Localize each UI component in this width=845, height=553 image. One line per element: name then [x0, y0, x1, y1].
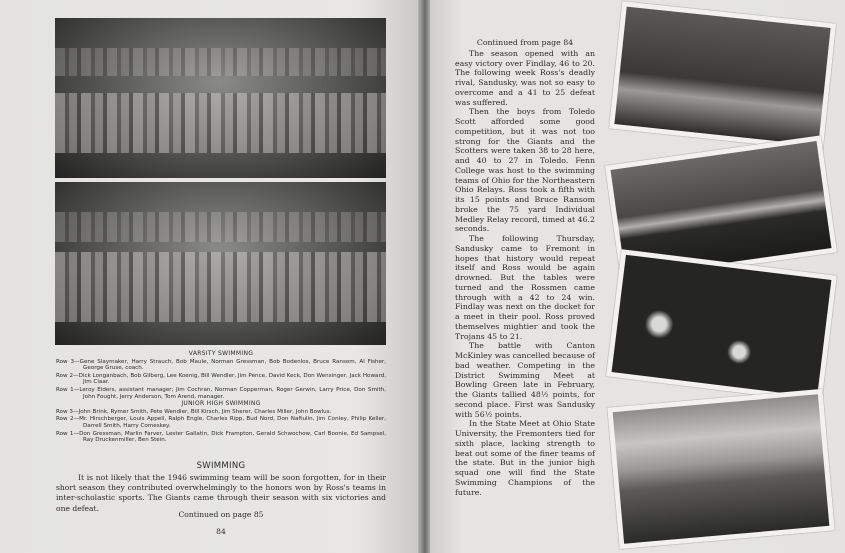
diving-photo: [609, 1, 836, 151]
photo-captions: [56, 350, 386, 445]
varsity-team-photo: [55, 18, 386, 178]
paragraph: The battle with Canton McKinley was cancelled because of bad weather. Competing in the District Swimming Meet at Bowling Green late in February, the Giants tallied 48½ points, for second place. First was Sandusky with 56½ points.: [455, 341, 595, 419]
caption-row: Row 3—Gene Slaymaker, Harry Strauch, Bob Maule, Norman Gressman, Bob Bodenlos, Bruce Ransom, Al Fisher, George Gruse, coach.: [56, 358, 386, 372]
left-page: [0, 0, 420, 553]
paragraph: Then the boys from Toledo Scott afforded some good competition, but it was not too strong for the Giants and the Scotters were taken 38 to 28 here, and 40 to 27 in Toledo. Fenn College was host to the swimming teams of Ohio for the Northeastern Ohio Relays. Ross took a fifth with its 15 points and Bruce Ransom broke the 75 yard Individual Medley Relay record, timed at 46.2 seconds.: [455, 107, 595, 234]
article-title: SWIMMING: [196, 461, 246, 471]
continued-note: Continued from page 84: [476, 38, 574, 47]
paragraph: The following Thursday, Sandusky came to Fremont in hopes that history would repeat itself and Ross would be again drowned. But the tables were turned and the Rossmen came through with a 42 to 24 win. Findlay was next on the docket for a meet in their pool. Ross proved themselves mightier and took the Trojans 45 to 21.: [455, 234, 595, 341]
article-continuation: [455, 38, 595, 497]
caption-row: Row 2—Dick Longanbach, Bob Gilberg, Lee Koenig, Bill Wendler, Jim Pence, David Keck, Don Wensinger, Jack Howard, Jim Claar.: [56, 372, 386, 386]
swimmers-in-water-photo: [606, 249, 837, 402]
caption-row: Row 2—Mr. Hirschberger, Louis Appell, Ralph Engle, Charles Ripp, Bud Nord, Don Naftulin, Jim Conley, Philip Keller, Darrell Smith, Harry Comeskey.: [56, 416, 386, 429]
junior-heading: JUNIOR HIGH SWIMMING: [181, 400, 261, 408]
caption-row: Row 1—Don Gressman, Marlin Farver, Lester Gallatin, Dick Frampton, Gerald Schwochow, Carl Boonie, Ed Sampsel, Ray Druckenmiller, Ben Stein.: [56, 430, 386, 444]
paragraph: In the State Meet at Ohio State University, the Fremonters tied for sixth place, lacking strength to beat out some of the finer teams of the state. But in the junior high squad one will find the State Swimming Champions of the future.: [455, 419, 595, 497]
varsity-heading: VARSITY SWIMMING: [188, 350, 254, 357]
continued-note: Continued on page 85: [178, 510, 264, 519]
caption-row: Row 1—Leroy Elders, assistant manager; Jim Cochran, Norman Copperman, Roger Gerwin, Larry Price, Don Smith, John Fought, Jerry Anderson, Tom Arend, manager.: [56, 386, 386, 400]
article-intro: It is not likely that the 1946 swimming team will be soon forgotten, for in their short season they contributed overwhelmingly to the honors won by Ross's teams in inter-scholastic sports. The Giants came through their season with six victories and one defeat.: [56, 473, 386, 513]
paragraph: The season opened with an easy victory over Findlay, 46 to 20. The following week Ross's deadly rival, Sandusky, was not so easy to overcome and a 41 to 25 defeat was suffered.: [455, 48, 595, 107]
natatorium-photo: [607, 389, 835, 549]
junior-high-team-photo: [55, 182, 386, 345]
caption-row: Row 3—John Brink, Rymer Smith, Pete Wendler, Bill Kirsch, Jim Sherer, Charles Miller, John Bowlus.: [56, 408, 332, 415]
page-number: 84: [216, 527, 226, 536]
